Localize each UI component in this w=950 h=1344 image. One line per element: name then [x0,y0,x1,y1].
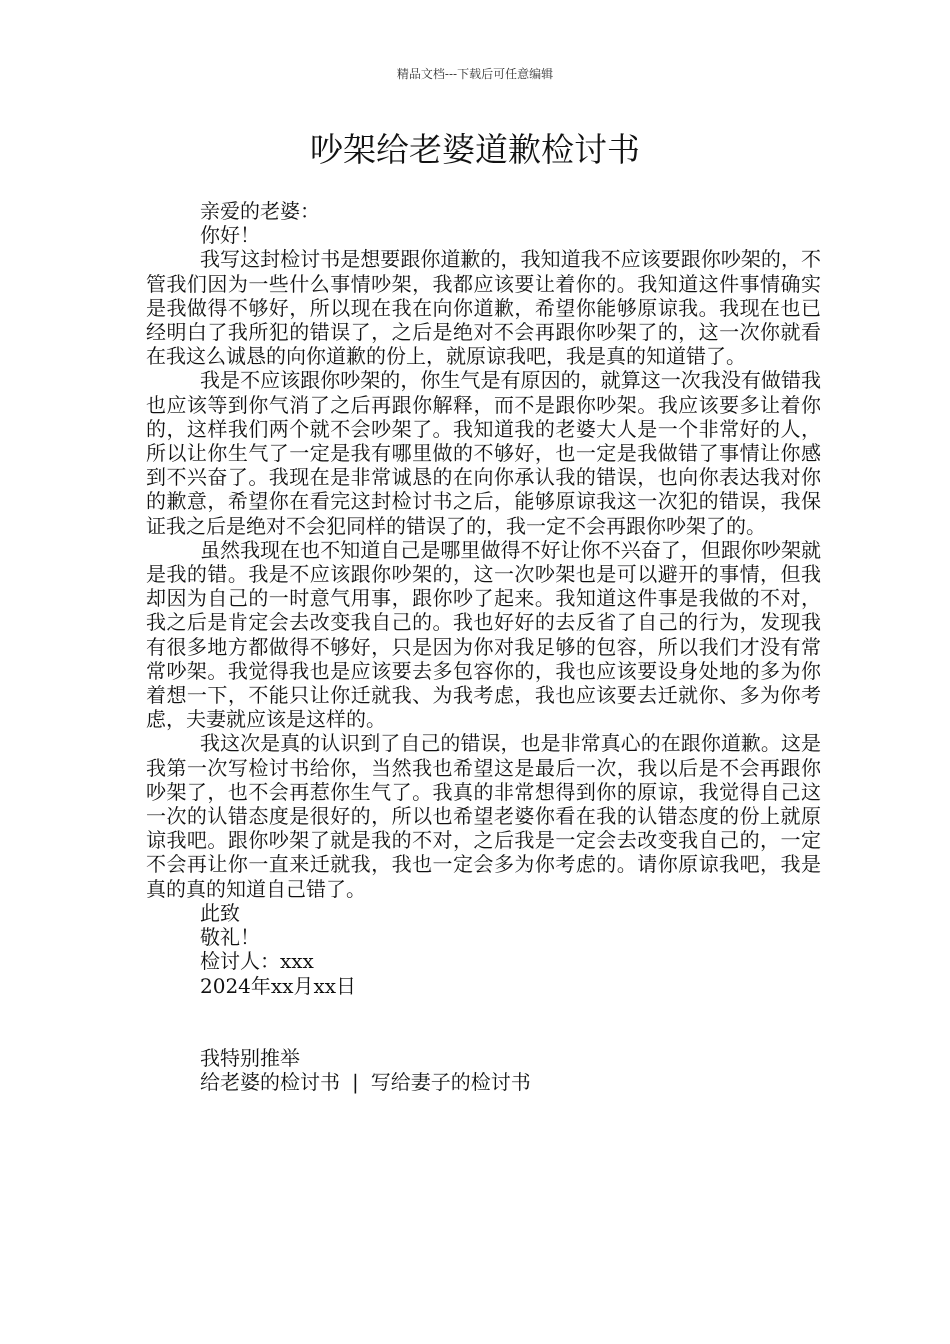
paragraph-4: 我这次是真的认识到了自己的错误，也是非常真心的在跟你道歉。这是我第一次写检讨书给你，当然我也希望这是最后一次，我以后是不会再跟你吵架了，也不会再惹你生气了。我真的非常想得到你的原谅，我觉得自己这一次的认错态度是很好的，所以也希望老婆你看在我的认错态度的份上就原谅我吧。跟你吵架了就是我的不对，之后我是一定会去改变我自己的，一定不会再让你一直来迁就我，我也一定会多为你考虑的。请你原谅我吧，我是真的真的知道自己错了。 [146,731,821,901]
recommend-link-1[interactable]: 给老婆的检讨书 [200,1069,340,1094]
recommend-link-2[interactable]: 写给妻子的检讨书 [370,1069,531,1094]
header-note: 精品文档---下载后可任意编辑 [396,67,554,81]
recommend-links [146,1070,821,1094]
paragraph-2: 我是不应该跟你吵架的，你生气是有原因的，就算这一次我没有做错我也应该等到你气消了之后再跟你解释，而不是跟你吵架。我应该要多让着你的，这样我们两个就不会吵架了。我知道我的老婆大人是一个非常好的人，所以让你生气了一定是我有哪里做的不够好，也一定是我做错了事情让你感到不兴奋了。我现在是非常诚恳的在向你承认我的错误，也向你表达我对你的歉意，希望你在看完这封检讨书之后，能够原谅我这一次犯的错误，我保证我之后是绝对不会犯同样的错误了的，我一定不会再跟你吵架了的。 [146,368,821,538]
closing: 此致 [200,900,240,925]
document-title: 吵架给老婆道歉检讨书 [310,130,640,169]
spacer [146,998,821,1046]
regards: 敬礼！ [200,925,260,950]
recommend-heading: 我特别推举 [200,1045,300,1070]
paragraph-3: 虽然我现在也不知道自己是哪里做得不好让你不兴奋了，但跟你吵架就是我的错。我是不应该跟你吵架的，这一次吵架也是可以避开的事情，但我却因为自己的一时意气用事，跟你吵了起来。我知道这件事是我做的不对，我之后是肯定会去改变我自己的。我也好好的去反省了自己的行为，发现我有很多地方都做得不够好，只是因为你对我足够的包容，所以我们才没有常常吵架。我觉得我也是应该要去多包容你的，我也应该要设身处地的多为你着想一下，不能只让你迁就我、为我考虑，我也应该要去迁就你、多为你考虑，夫妻就应该是这样的。 [146,537,821,732]
signer: 检讨人：xxx [200,949,314,974]
greeting: 你好！ [200,223,260,248]
recommend-separator: | [352,1069,359,1094]
salutation: 亲爱的老婆： [200,199,320,223]
date: 2024年xx月xx日 [200,973,357,998]
paragraph-1: 我写这封检讨书是想要跟你道歉的，我知道我不应该要跟你吵架的，不管我们因为一些什么事情吵架，我都应该要让着你的。我知道这件事情确实是我做得不够好，所以现在我在向你道歉，希望你能够原谅我。我现在也已经明白了我所犯的错误了，之后是绝对不会再跟你吵架了的，这一次你就看在我这么诚恳的向你道歉的份上，就原谅我吧，我是真的知道错了。 [146,247,821,369]
letter-body [146,199,821,1094]
